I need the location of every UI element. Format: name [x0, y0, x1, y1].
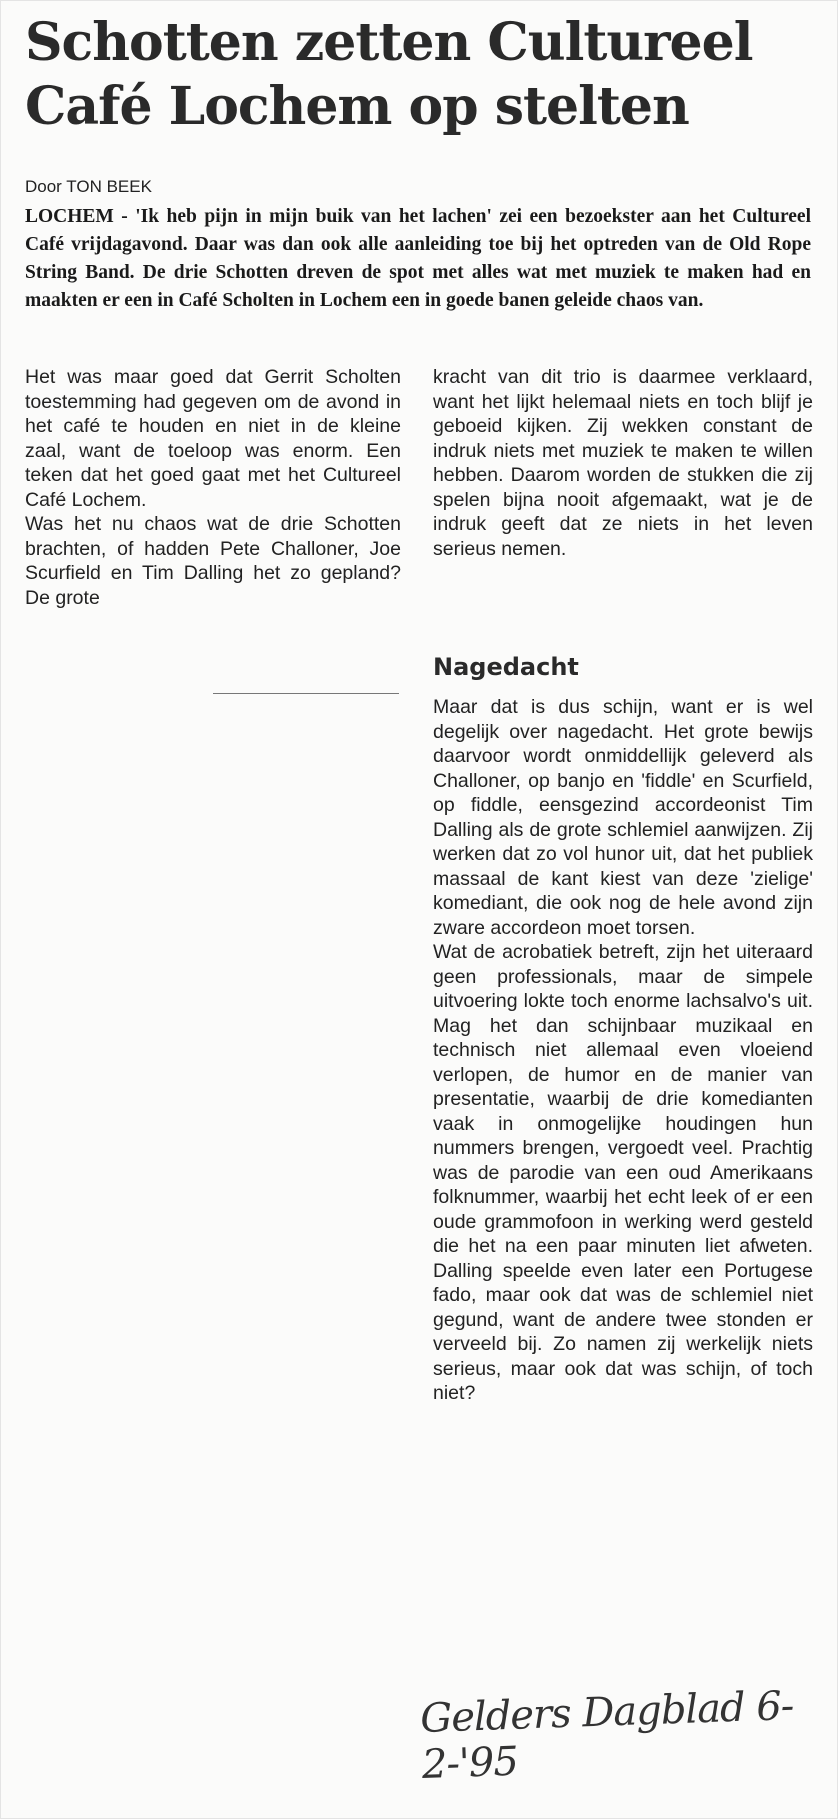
body-paragraph: Was het nu chaos wat de drie Schotten brachten, of hadden Pete Challoner, Joe Scurfield en Tim Dalling het zo gepland? De grote: [25, 513, 401, 609]
body-paragraph: Wat de acrobatiek betreft, zijn het uiteraard geen professionals, maar de simpele uitvoering lokte toch enorme lachsalvo's uit. Mag het dan schijnbaar muzikaal en technisch niet allemaal even vloeiend verlopen, de humor en de manier van presentatie, waarbij de drie komedianten vaak in onmogelijke houdingen hun nummers brengen, vergoedt veel. Prachtig was de parodie van een oud Amerikaans folknummer, waarbij het echt leek of er een oude grammofoon in werking werd gesteld die het na een paar minuten liet afweten. Dalling speelde even later een Portugese fado, maar ook dat was de schlemiel niet gegund, want de andere twee stonden er verveeld bij. Zo namen zij werkelijk niets serieus, maar ook dat was schijn, of toch niet?: [433, 941, 813, 1404]
headline-line-1: Schotten zetten Cultureel: [25, 12, 753, 73]
body-paragraph: Het was maar goed dat Gerrit Scholten toestemming had gegeven om de avond in het café te houden en niet in de kleine zaal, want de toeloop was enorm. Een teken dat het goed gaat met het Cultureel Café Lochem.: [25, 366, 401, 511]
right-column-top: [433, 365, 813, 561]
handwritten-source-note: Gelders Dagblad 6-2-'95: [419, 1682, 795, 1788]
headline-line-2: Café Lochem op stelten: [25, 76, 689, 137]
right-column-bottom: [433, 695, 813, 1406]
subheading: Nagedacht: [433, 653, 579, 681]
left-column: [25, 365, 401, 610]
column-end-rule: [213, 693, 399, 694]
article-headline: [25, 11, 825, 139]
byline: Door TON BEEK: [25, 177, 152, 196]
body-paragraph: kracht van dit trio is daarmee verklaard, want het lijkt helemaal niets en toch blijf je geboeid kijken. Zij wekken constant de indruk niets met muziek te maken te willen hebben. Daarom worden de stukken die zij spelen bijna nooit afgemaakt, wat je de indruk geeft dat ze niets in het leven serieus nemen.: [433, 366, 813, 560]
body-paragraph: Maar dat is dus schijn, want er is wel degelijk over nagedacht. Het grote bewijs daarvoor wordt onmiddellijk geleverd als Challoner, op banjo en 'fiddle' en Scurfield, op fiddle, eensgezind accordeonist Tim Dalling als de grote schlemiel aanwijzen. Zij werken dat zo vol hunor uit, dat het publiek massaal de kant kiest van deze 'zielige' komediant, die ook nog de hele avond zijn zware accordeon moet torsen.: [433, 696, 813, 939]
lead-paragraph: LOCHEM - 'Ik heb pijn in mijn buik van het lachen' zei een bezoekster aan het Cultureel Café vrijdagavond. Daar was dan ook alle aanleiding toe bij het optreden van de Old Rope String Band. De drie Schotten dreven de spot met alles wat met muziek te maken had en maakten er een in Café Scholten in Lochem een in goede banen geleide chaos van.: [25, 206, 811, 311]
